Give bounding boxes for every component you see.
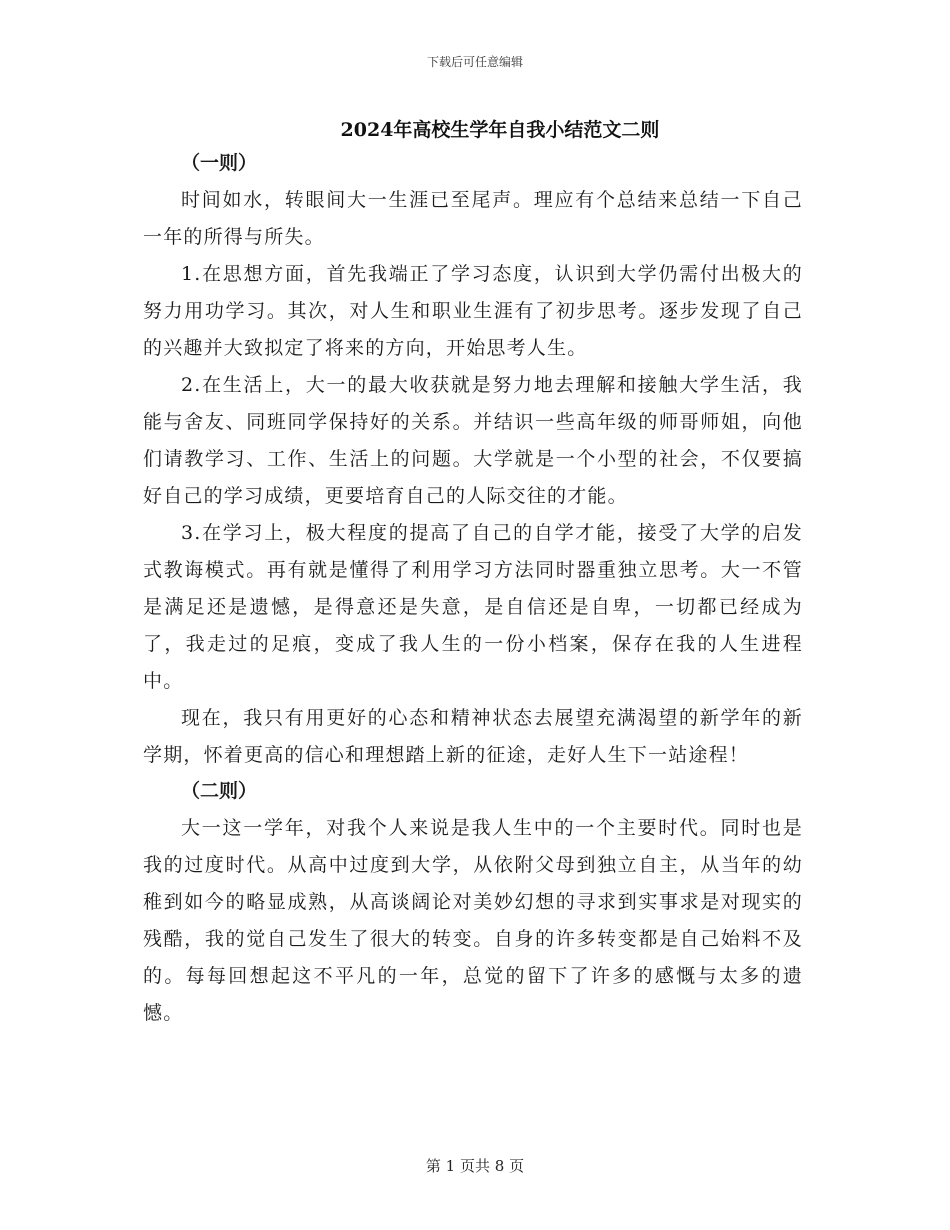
section-2-paragraph: 大一这一学年，对我个人来说是我人生中的一个主要时代。同时也是我的过度时代。从高中过度到大学，从依附父母到独立自主，从当年的幼稚到如今的略显成熟，从高谈阔论对美妙幻想的寻求到实事求是对现实的残酷，我的觉自己发生了很大的转变。自身的许多转变都是自己始料不及的。每每回想起这不平凡的一年，总觉的留下了许多的感慨与太多的遗憾。 — [143, 817, 803, 1024]
header-note: 下载后可任意编辑 — [426, 55, 523, 69]
section-1-paragraph: 现在，我只有用更好的心态和精神状态去展望充满渴望的新学年的新学期，怀着更高的信心和理想踏上新的征途，走好人生下一站途程！ — [143, 707, 803, 766]
page-footer: 第 1 页共 8 页 — [425, 1157, 525, 1175]
section-1-heading: （一则） — [181, 152, 258, 174]
document-body — [143, 148, 803, 1032]
document-title: 2024年高校生学年自我小结范文二则 — [340, 119, 660, 141]
section-1-paragraph: 时间如水，转眼间大一生涯已至尾声。理应有个总结来总结一下自己一年的所得与所失。 — [143, 189, 803, 248]
section-2-heading: （二则） — [181, 780, 258, 802]
section-1-paragraph: 2.在生活上，大一的最大收获就是努力地去理解和接触大学生活，我能与舍友、同班同学保持好的关系。并结识一些高年级的师哥师姐，向他们请教学习、工作、生活上的问题。大学就是一个小型的社会，不仅要搞好自己的学习成绩，更要培育自己的人际交往的才能。 — [143, 374, 803, 507]
section-1-paragraph: 1.在思想方面，首先我端正了学习态度，认识到大学仍需付出极大的努力用功学习。其次，对人生和职业生涯有了初步思考。逐步发现了自己的兴趣并大致拟定了将来的方向，开始思考人生。 — [143, 263, 803, 359]
section-1-paragraph: 3.在学习上，极大程度的提高了自己的自学才能，接受了大学的启发式教诲模式。再有就是懂得了利用学习方法同时器重独立思考。大一不管是满足还是遗憾，是得意还是失意，是自信还是自卑，一切都已经成为了，我走过的足痕，变成了我人生的一份小档案，保存在我的人生进程中。 — [143, 522, 803, 692]
